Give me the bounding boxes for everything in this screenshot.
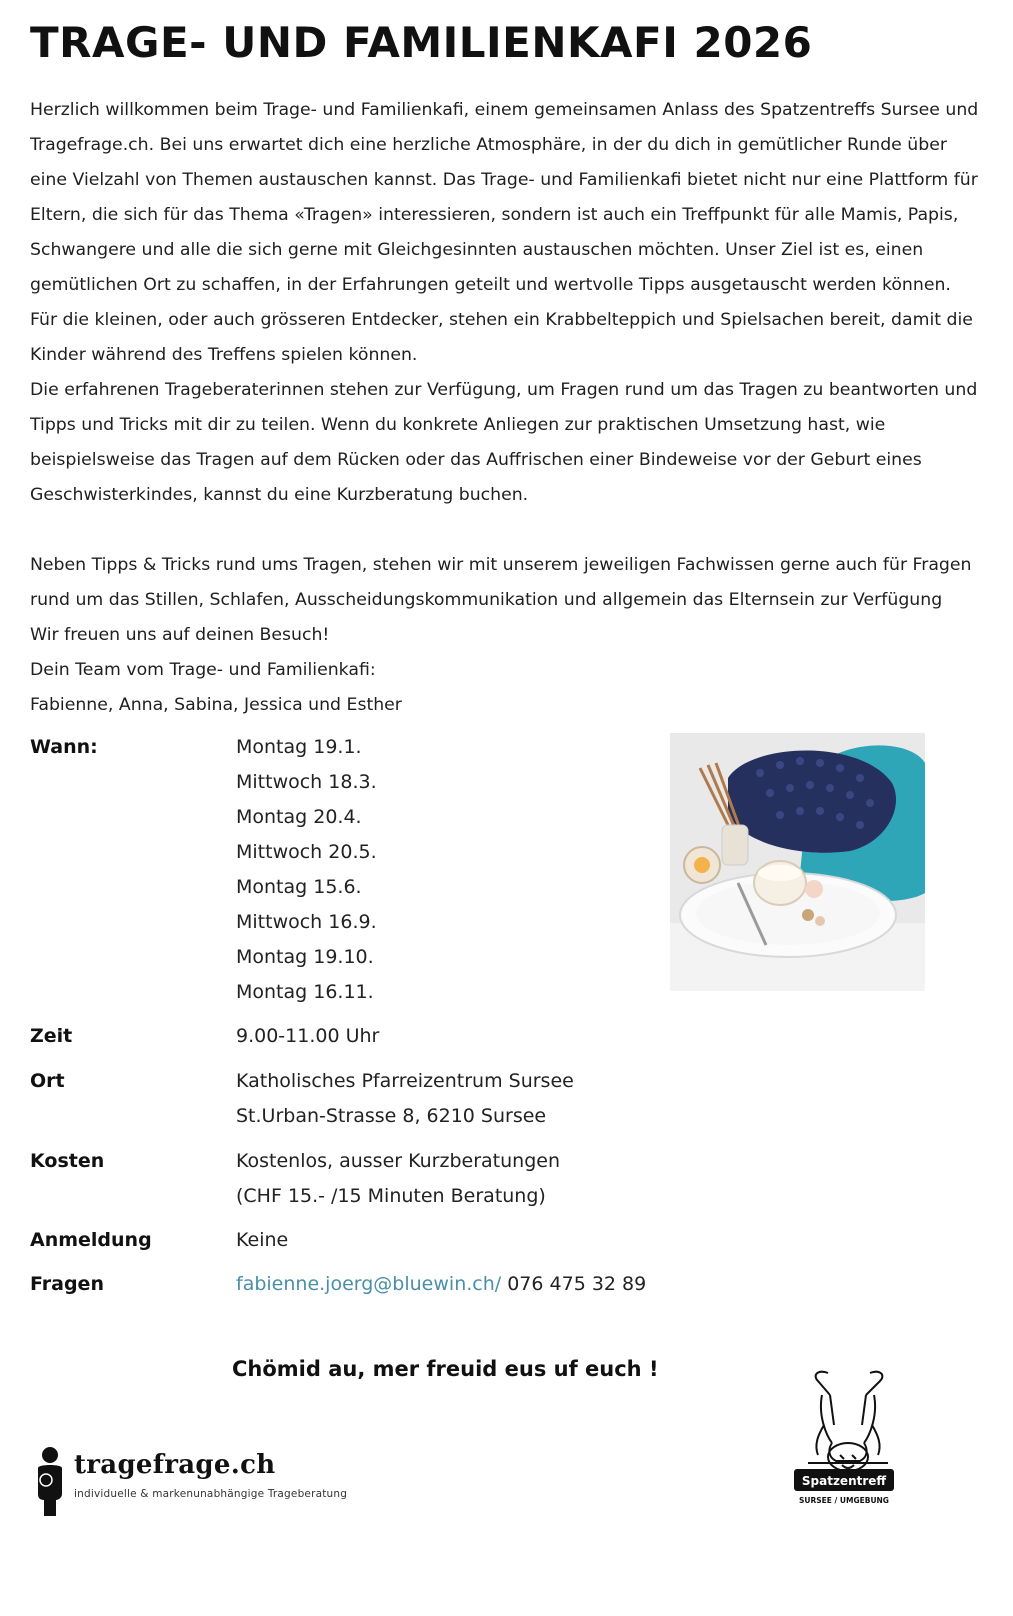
intro-paragraph: Für die kleinen, oder auch grösseren Entdecker, stehen ein Krabbelteppich und Spielsachen bereit, damit die Kinder während des Treffens spielen können. — [30, 310, 973, 365]
team-heading: Dein Team vom Trage- und Familienkafi: — [30, 660, 376, 680]
team-names: Fabienne, Anna, Sabina, Jessica und Esther — [30, 695, 402, 715]
date-item: Montag 20.4. — [236, 806, 362, 828]
tragefrage-tagline: individuelle & markenunabhängige Trageberatung — [74, 1488, 348, 1500]
fragen-label: Fragen — [30, 1273, 104, 1295]
page-title: TRAGE- UND FAMILIENKAFI 2026 — [30, 18, 813, 67]
date-item: Mittwoch 16.9. — [236, 911, 377, 933]
tragefrage-wordmark: tragefrage.ch — [74, 1450, 276, 1480]
dates-list — [236, 730, 377, 1010]
intro-paragraph: Herzlich willkommen beim Trage- und Familienkafi, einem gemeinsamen Anlass des Spatzentreffs Sursee und Tragefrage.ch. Bei uns erwartet dich eine herzliche Atmosphäre, in der du dich in gemütlicher Runde über eine Vielzahl von Themen austauschen kannst. Das Trage- und Familienkafi bietet nicht nur eine Plattform für Eltern, die sich für das Thema «Tragen» interessieren, sondern ist auch ein Treffpunkt für alle Mamis, Papis, Schwangere und alle die sich gerne mit Gleichgesinnten austauschen möchten. Unser Ziel ist es, einen gemütlichen Ort zu schaffen, in der Erfahrungen geteilt und wertvolle Tipps ausgetauscht werden können. — [30, 100, 979, 295]
intro-text — [30, 93, 980, 723]
questions-row — [30, 1267, 970, 1302]
ort-value — [236, 1064, 574, 1134]
wann-label: Wann: — [30, 736, 98, 758]
intro-paragraph: Wir freuen uns auf deinen Besuch! — [30, 625, 330, 645]
date-item: Montag 19.10. — [236, 946, 374, 968]
kosten-line: Kostenlos, ausser Kurzberatungen — [236, 1150, 560, 1172]
date-item: Montag 19.1. — [236, 736, 362, 758]
intro-paragraph: Neben Tipps & Tricks rund ums Tragen, stehen wir mit unserem jeweiligen Fachwissen gerne auch für Fragen rund um das Stillen, Schlafen, Ausscheidungskommunikation und allgemein das Elternsein zur Verfügung — [30, 555, 972, 610]
date-item: Montag 16.11. — [236, 981, 374, 1003]
tragefrage-logo — [32, 1442, 352, 1522]
kosten-line: (CHF 15.- /15 Minuten Beratung) — [236, 1185, 546, 1207]
phone-number: 076 475 32 89 — [501, 1273, 647, 1295]
cost-row — [30, 1144, 970, 1214]
spatzentreff-logo — [788, 1365, 900, 1515]
zeit-label: Zeit — [30, 1025, 73, 1047]
carrying-person-icon — [32, 1446, 68, 1518]
intro-paragraph: Die erfahrenen Trageberaterinnen stehen zur Verfügung, um Fragen rund um das Tragen zu beantworten und Tipps und Tricks mit dir zu teilen. Wenn du konkrete Anliegen zur praktischen Umsetzung hast, wie beispielsweise das Tragen auf dem Rücken oder das Auffrischen einer Bindeweise vor der Geburt eines Geschwisterkindes, kannst du eine Kurzberatung buchen. — [30, 380, 978, 505]
location-row — [30, 1064, 970, 1134]
spatzentreff-emblem — [788, 1365, 900, 1515]
paragraph-spacer — [30, 513, 980, 548]
anmeldung-value: Keine — [236, 1229, 289, 1251]
spatzentreff-subtitle: SURSEE / UMGEBUNG — [799, 1496, 889, 1505]
spatzentreff-wordmark: Spatzentreff — [801, 1474, 887, 1488]
fragen-value — [236, 1267, 646, 1302]
time-row — [30, 1019, 970, 1054]
date-item: Mittwoch 18.3. — [236, 771, 377, 793]
photo-illustration — [670, 733, 925, 991]
ort-line: Katholisches Pfarreizentrum Sursee — [236, 1070, 574, 1092]
date-item: Montag 15.6. — [236, 876, 362, 898]
event-photo — [670, 733, 925, 991]
slogan: Chömid au, mer freuid eus uf euch ! — [232, 1357, 659, 1381]
registration-row — [30, 1223, 970, 1258]
date-item: Mittwoch 20.5. — [236, 841, 377, 863]
ort-label: Ort — [30, 1070, 65, 1092]
anmeldung-label: Anmeldung — [30, 1229, 152, 1251]
email-link[interactable]: fabienne.joerg@bluewin.ch/ — [236, 1273, 502, 1295]
kosten-label: Kosten — [30, 1150, 105, 1172]
ort-line: St.Urban-Strasse 8, 6210 Sursee — [236, 1105, 547, 1127]
zeit-value: 9.00-11.00 Uhr — [236, 1025, 380, 1047]
kosten-value — [236, 1144, 560, 1214]
